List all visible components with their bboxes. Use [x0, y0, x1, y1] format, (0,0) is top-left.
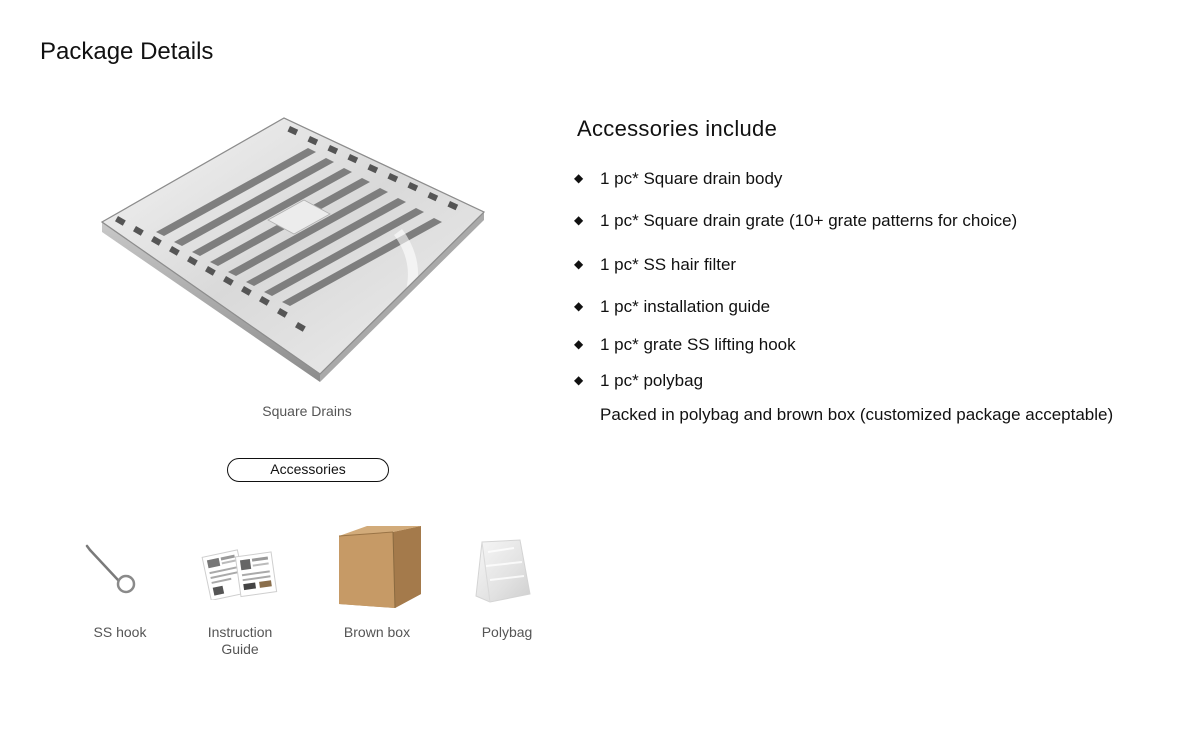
instruction-guide-icon — [198, 544, 280, 600]
polybag-caption: Polybag — [481, 624, 533, 640]
ss-hook-caption: SS hook — [93, 624, 147, 640]
bullet-icon: ◆ — [574, 213, 584, 227]
bullet-icon: ◆ — [574, 171, 584, 185]
bullet-icon: ◆ — [574, 373, 584, 387]
page-title: Package Details — [40, 38, 214, 65]
square-drains-caption: Square Drains — [262, 403, 352, 419]
hook-icon — [84, 540, 144, 596]
packaging-note: Packed in polybag and brown box (customized package acceptable) — [600, 405, 1114, 424]
brown-box-caption: Brown box — [343, 624, 411, 640]
square-drain-image — [98, 112, 490, 384]
list-item: ◆ 1 pc* grate SS lifting hook — [574, 335, 796, 354]
polybag-icon — [470, 536, 536, 606]
bullet-icon: ◆ — [574, 299, 584, 313]
accessories-include-heading: Accessories include — [577, 116, 778, 141]
list-item: ◆ 1 pc* Square drain body — [574, 169, 783, 188]
list-item: ◆ 1 pc* polybag — [574, 371, 704, 390]
bullet-icon: ◆ — [574, 337, 584, 351]
accessories-badge: Accessories — [227, 458, 389, 482]
instruction-guide-caption: Instruction Guide — [207, 624, 273, 657]
list-item: ◆ 1 pc* installation guide — [574, 297, 771, 316]
list-item: ◆ 1 pc* Square drain grate (10+ grate patterns for choice) — [574, 211, 1018, 230]
list-item: ◆ 1 pc* SS hair filter — [574, 255, 737, 274]
bullet-icon: ◆ — [574, 257, 584, 271]
brown-box-icon — [333, 522, 425, 610]
